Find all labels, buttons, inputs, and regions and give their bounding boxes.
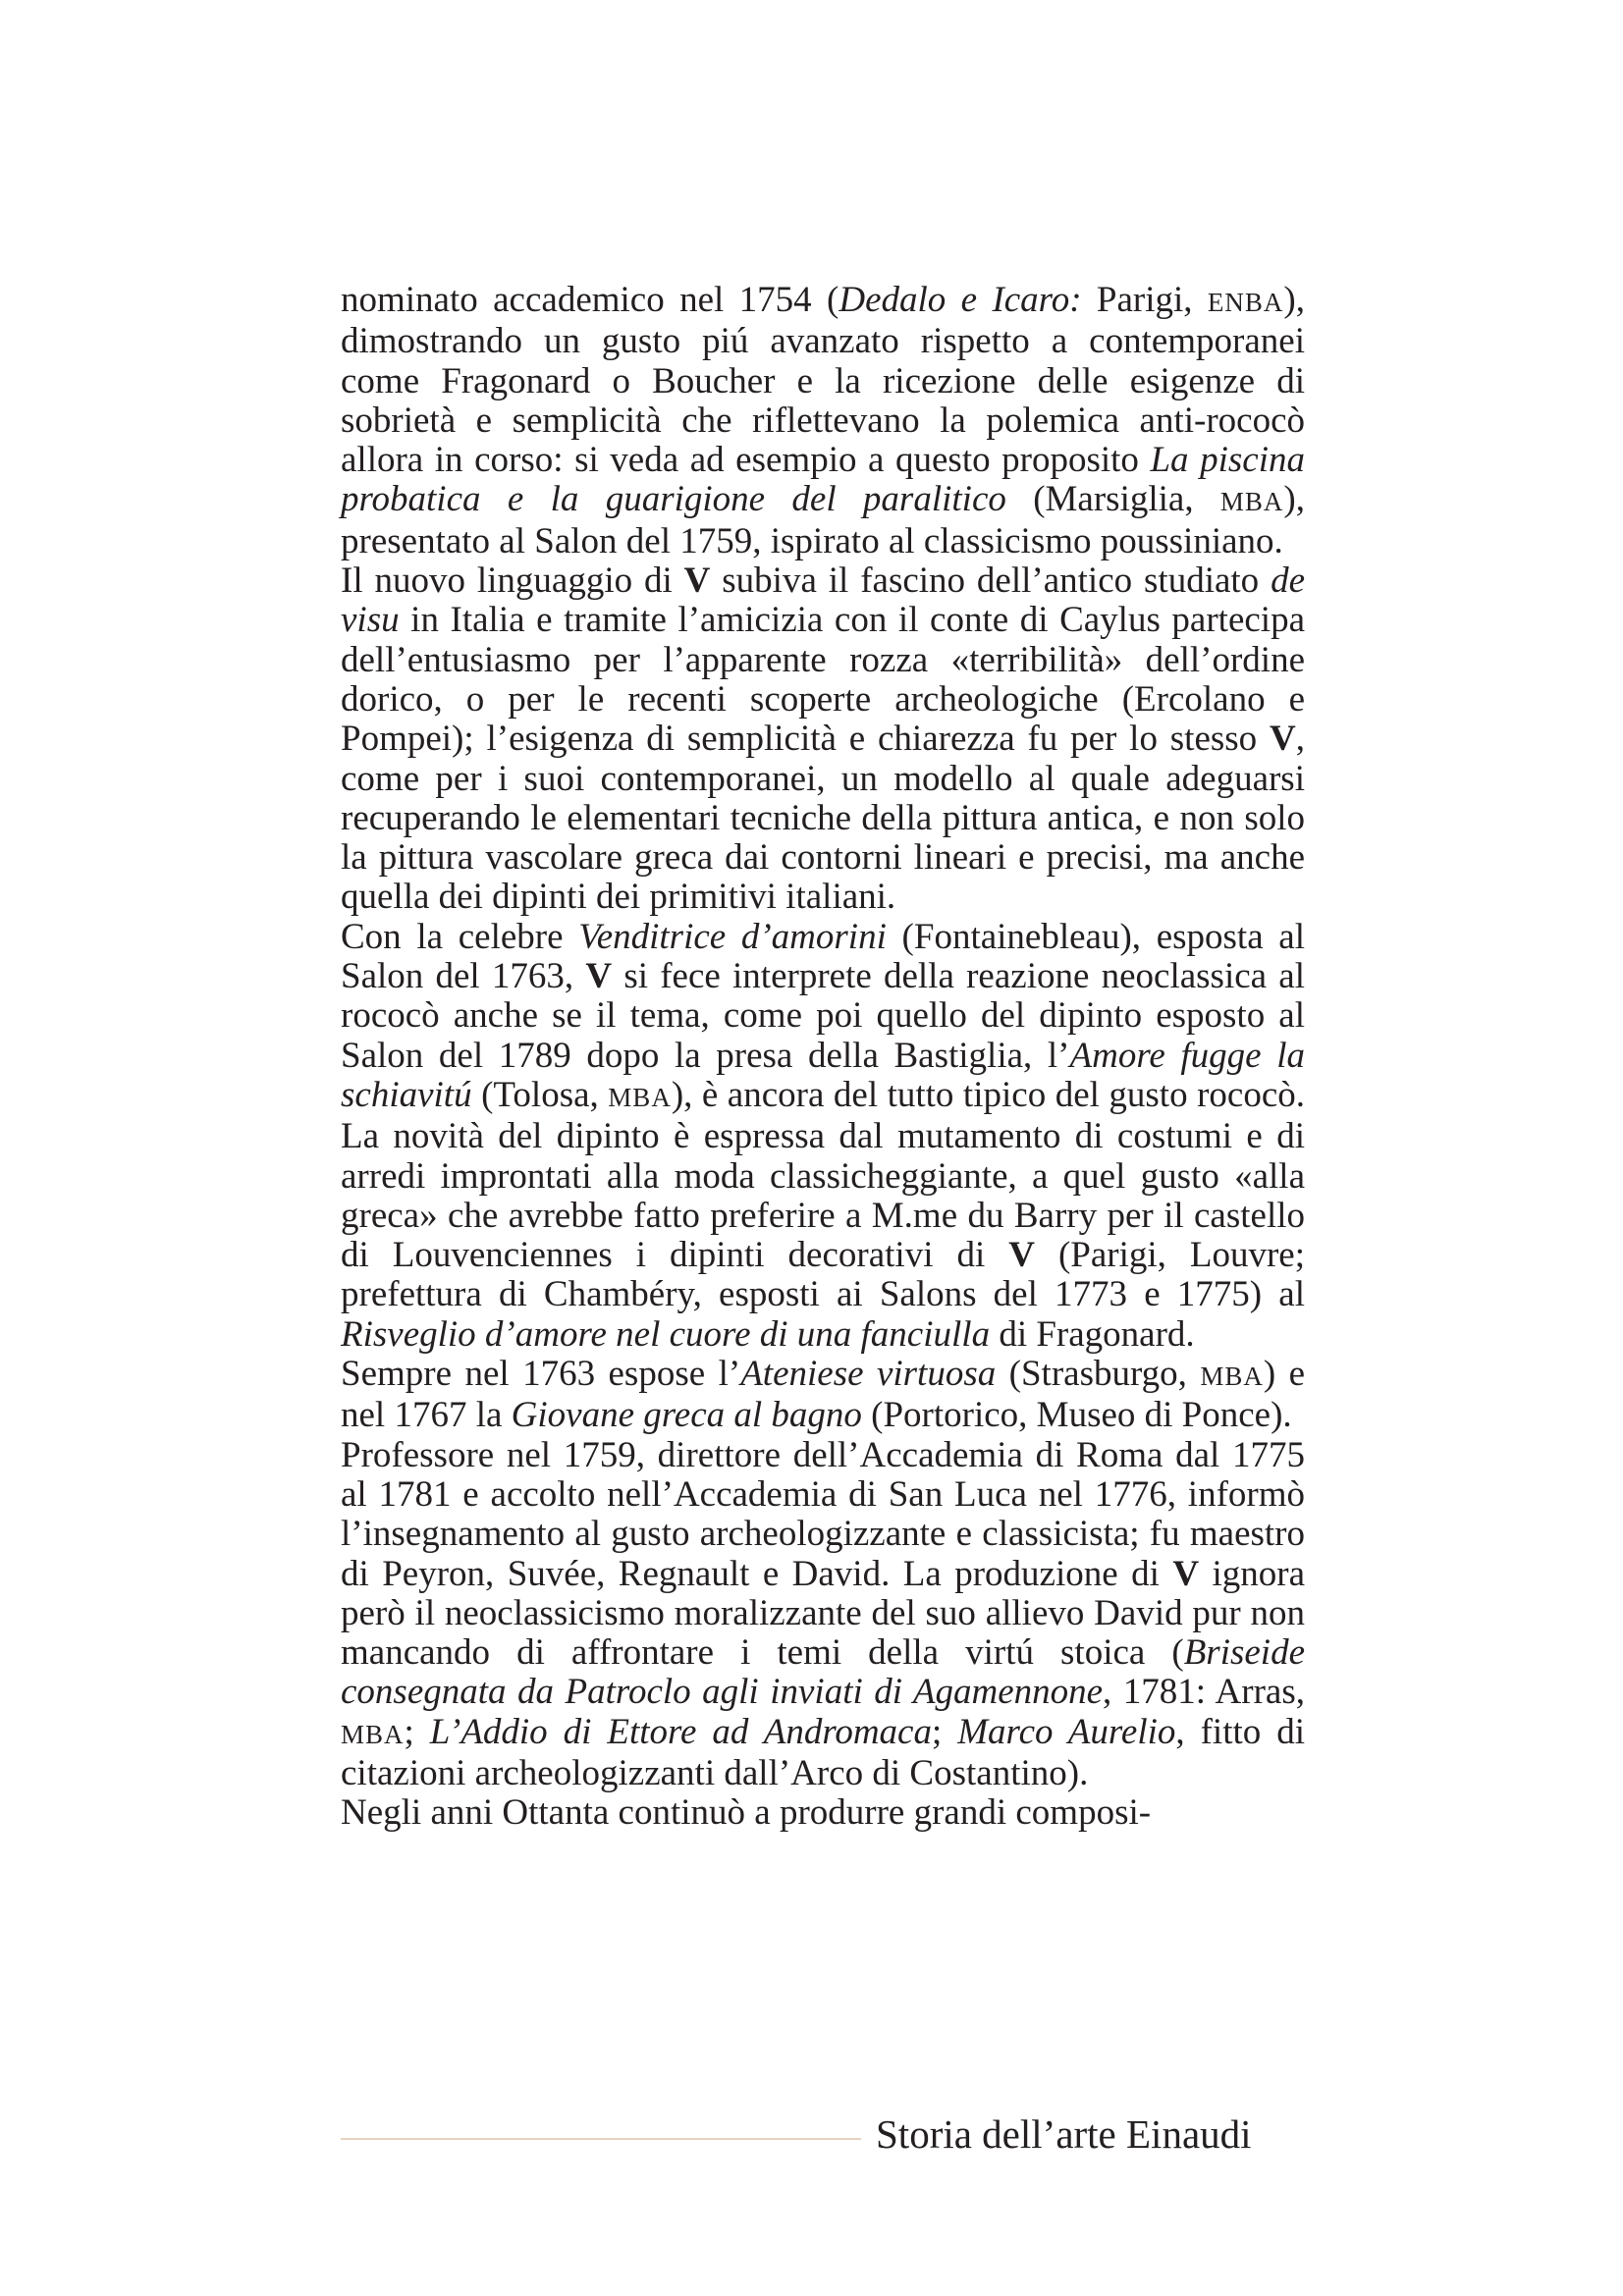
text-run: (Fontainebleau), esposta al Salon del 1763, xyxy=(341,916,1306,997)
text-run: , come per i suoi contemporanei, un modello al quale adeguarsi recuperando le elementari tecniche della pittura antica, e non solo la pittura vascolare greca dai contorni lineari e precisi, ma anche quella dei dipinti dei primitivi italiani. xyxy=(341,719,1305,918)
text-run: nominato accademico nel 1754 ( xyxy=(341,280,839,320)
text-run: Con la celebre xyxy=(341,916,579,957)
text-run: subiva il fascino dell’antico studiato xyxy=(710,561,1271,602)
text-run: si fece interprete della reazione neoclassica al rococò anche se il tema, come poi quello del dipinto esposto al Salon del 1789 dopo la presa della Bastiglia, l’ xyxy=(341,956,1305,1076)
text-run: Sempre nel 1763 espose l’ xyxy=(341,1354,741,1395)
text-run: ), dimostrando un gusto piú avanzato rispetto a contemporanei come Fragonard o Boucher e la ricezione delle esigenze di sobrietà e semplicità che riflettevano la polemica anti-rococò allora in corso: si veda ad esempio a questo proposito xyxy=(341,280,1305,481)
abbreviation: MBA xyxy=(1219,487,1284,517)
italic-title: Risveglio d’amore nel cuore di una fanciulla xyxy=(341,1313,991,1355)
italic-title: Amore fugge la schiavitú xyxy=(341,1035,1305,1115)
text-run: (Tolosa, xyxy=(471,1074,609,1115)
text-run: ignora però il neoclassicismo moralizzante del suo allievo David pur non mancando di affrontare i temi della virtú stoica ( xyxy=(341,1553,1305,1674)
italic-title: La piscina probatica e la guarigione del paralitico xyxy=(341,440,1305,520)
paragraph xyxy=(341,918,1305,1355)
text-run: Il nuovo linguaggio di xyxy=(341,561,684,602)
paragraph xyxy=(341,1793,1305,1833)
italic-title: Venditrice d’amorini xyxy=(578,916,887,957)
text-run: (Parigi, Louvre; prefettura di Chambéry, esposti ai Salons del 1773 e 1775) al xyxy=(341,1235,1306,1315)
text-run: ; xyxy=(931,1711,958,1752)
italic-title: Dedalo e Icaro: xyxy=(839,280,1082,320)
text-run: in Italia e tramite l’amicizia con il conte di Caylus partecipa dell’entusiasmo per l’apparente rozza «terribilità» dell’ordine dorico, o per le recenti scoperte archeologiche (Ercolano e Pompei); l’esigenza di semplicità e chiarezza fu per lo stesso xyxy=(341,600,1305,760)
italic-title: L’Addio di Ettore ad Andromaca xyxy=(429,1711,932,1752)
text-run: di Fragonard. xyxy=(990,1313,1195,1355)
text-run: (Portorico, Museo di Ponce). xyxy=(861,1395,1292,1436)
text-run: (Strasburgo, xyxy=(996,1354,1201,1395)
text-run: ), è ancora del tutto tipico del gusto rococò. La novità del dipinto è espressa dal mutamento di costumi e di arredi improntati alla moda classicheggiante, a quel gusto «alla greca» che avrebbe fatto preferire a M.me du Barry per il castello di Louvenciennes i dipinti decorativi di xyxy=(341,1074,1305,1276)
bold-initial: V xyxy=(1270,719,1296,760)
bold-initial: V xyxy=(585,956,613,997)
text-run: Negli anni Ottanta continuò a produrre grandi composi- xyxy=(341,1792,1152,1834)
abbreviation: MBA xyxy=(608,1082,672,1112)
bold-initial: V xyxy=(1172,1553,1200,1594)
text-run: Parigi, xyxy=(1081,280,1208,320)
paragraph xyxy=(341,561,1305,918)
italic-title: de visu xyxy=(341,561,1305,641)
text-run: (Marsiglia, xyxy=(1005,479,1220,520)
abbreviation: MBA xyxy=(1200,1362,1264,1392)
text-run: , fitto di citazioni archeologizzanti dall’Arco di Costantino). xyxy=(341,1711,1306,1793)
paragraph xyxy=(341,1436,1305,1794)
paragraph xyxy=(341,1355,1305,1436)
body-text xyxy=(341,281,1305,1834)
text-run: Professore nel 1759, direttore dell’Accademia di Roma dal 1775 al 1781 e accolto nell’Accademia di San Luca nel 1776, informò l’insegnamento al gusto archeologizzante e classicista; fu maestro di Peyron, Suvée, Regnault e David. La produzione di xyxy=(341,1434,1305,1594)
italic-title: Briseide consegnata da Patroclo agli inviati di Agamennone xyxy=(341,1632,1305,1713)
italic-title: Giovane greca al bagno xyxy=(511,1395,862,1436)
paragraph xyxy=(341,281,1305,561)
footer-title: Storia dell’arte Einaudi xyxy=(876,2111,1252,2157)
text-run: ; xyxy=(404,1711,430,1752)
bold-initial: V xyxy=(1008,1235,1035,1276)
text-run: ) e nel 1767 la xyxy=(341,1354,1305,1436)
abbreviation: MBA xyxy=(341,1719,405,1749)
bold-initial: V xyxy=(683,561,711,602)
italic-title: Marco Aurelio xyxy=(957,1711,1176,1752)
text-run: , 1781: Arras, xyxy=(1103,1672,1305,1713)
abbreviation: ENBA xyxy=(1207,288,1284,317)
footer-rule xyxy=(341,2138,861,2140)
text-run: ), presentato al Salon del 1759, ispirato al classicismo poussiniano. xyxy=(341,479,1305,561)
italic-title: Ateniese virtuosa xyxy=(740,1354,997,1395)
